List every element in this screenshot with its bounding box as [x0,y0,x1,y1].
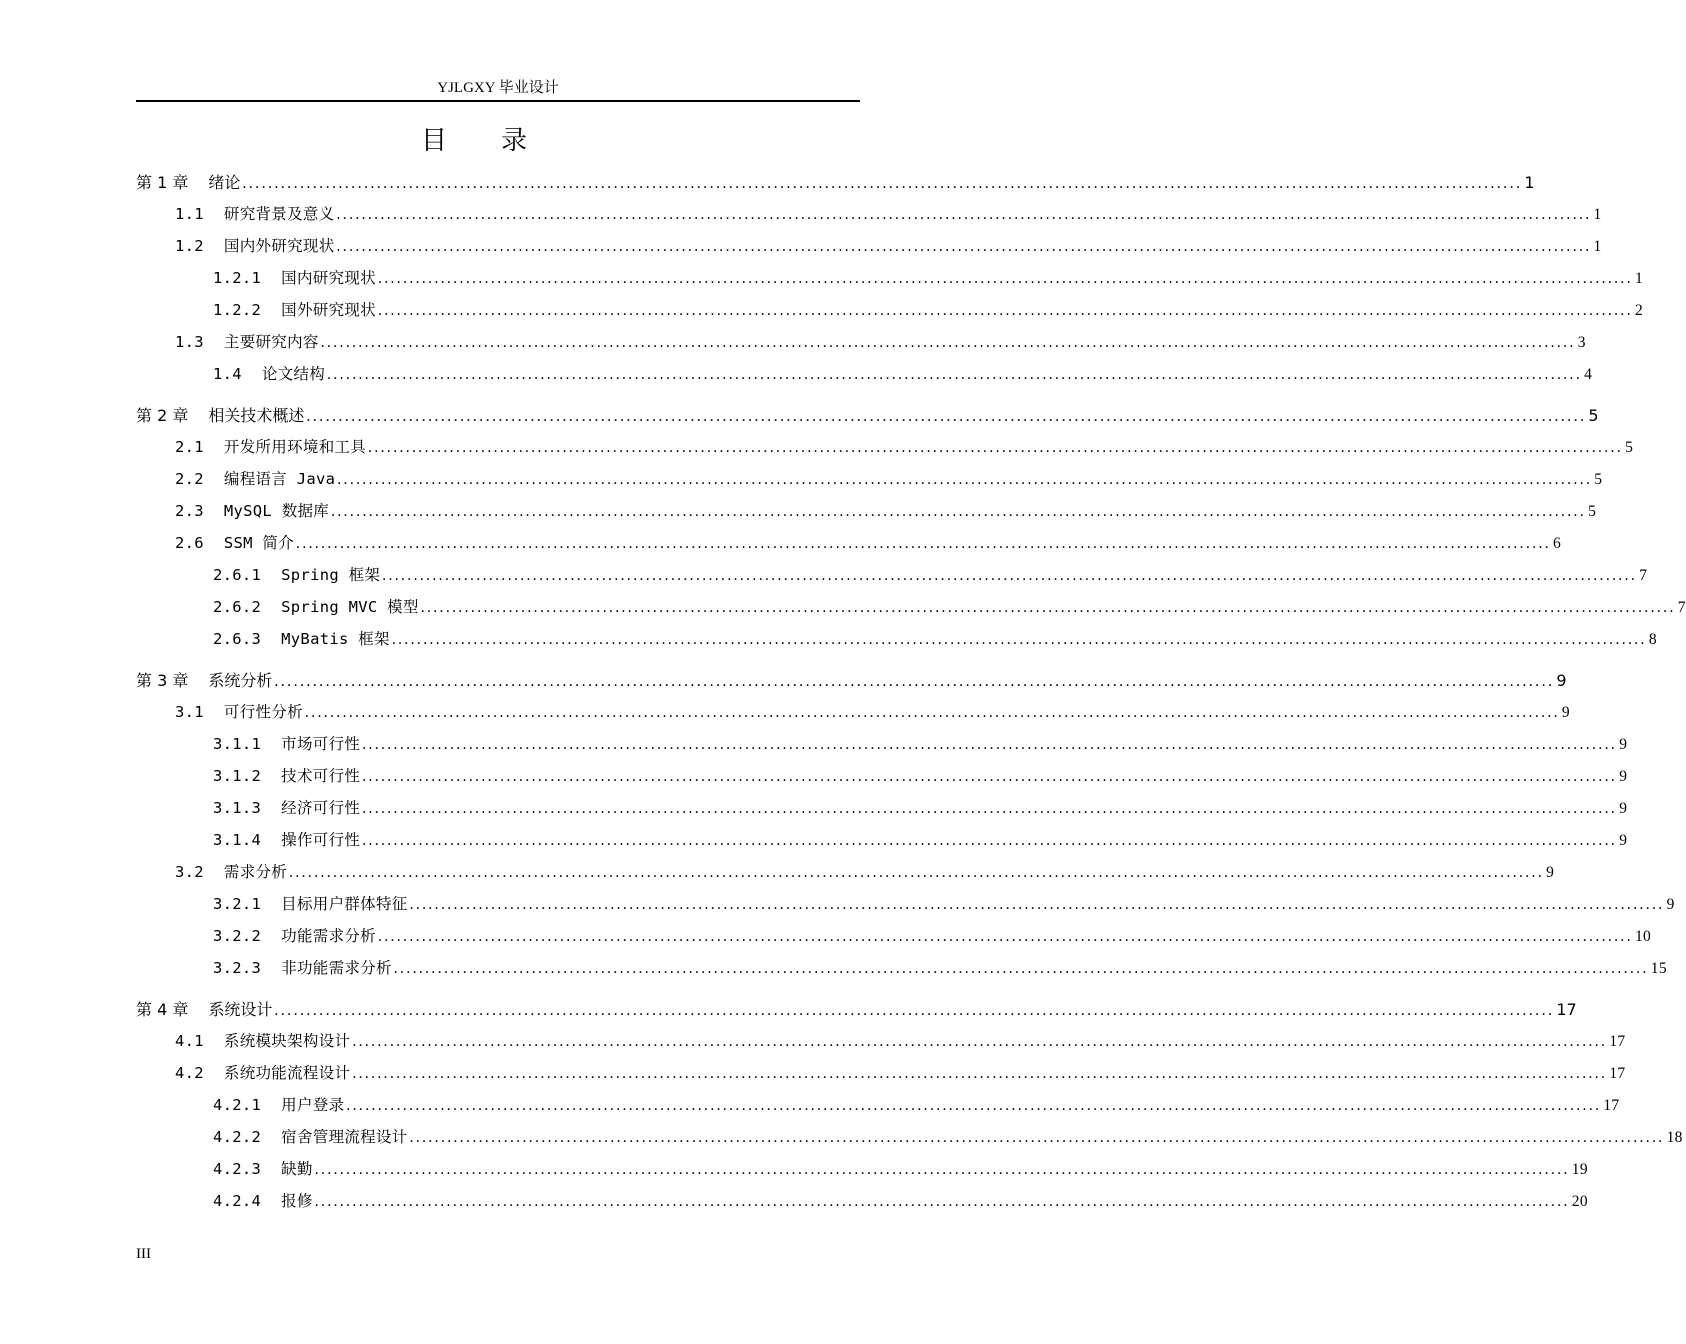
toc-dot-leader: ........................................................................................................................................................................................................ [377,928,1633,945]
toc-entry-number: 3.1.1 [213,735,262,753]
toc-dot-leader: ........................................................................................................................................................................................................ [320,334,1576,351]
toc-dot-leader: ........................................................................................................................................................................................................ [362,768,1618,785]
toc-dot-leader: ........................................................................................................................................................................................................ [314,1193,1570,1210]
toc-entry-label: 用户登录 [281,1096,345,1114]
toc-dot-leader: ........................................................................................................................................................................................................ [362,800,1618,817]
toc-entry-number: 第 3 章 [136,671,189,690]
toc-entry-page: 3 [1577,334,1586,351]
page-header: YJLGXY 毕业设计 [437,80,559,96]
toc-entry-page: 7 [1639,567,1648,584]
toc-dot-leader: ........................................................................................................................................................................................................ [242,175,1523,192]
toc-entry-page: 20 [1571,1193,1588,1210]
toc-dot-leader: ........................................................................................................................................................................................................ [304,704,1560,721]
toc-dot-leader: ........................................................................................................................................................................................................ [382,567,1638,584]
toc-entry[interactable] [213,828,1628,854]
toc-entry[interactable] [136,997,1577,1023]
toc-dot-leader: ........................................................................................................................................................................................................ [409,896,1665,913]
toc-entry-number: 3.2.3 [213,959,262,977]
toc-entry-number: 4.2 [175,1064,204,1082]
toc-entry-page: 6 [1553,535,1562,552]
toc-dot-leader: ........................................................................................................................................................................................................ [362,736,1618,753]
toc-entry[interactable] [213,298,1644,324]
toc-dot-leader: ........................................................................................................................................................................................................ [393,960,1649,977]
toc-dot-leader: ........................................................................................................................................................................................................ [327,366,1583,383]
toc-entry[interactable] [175,234,1602,260]
toc-entry[interactable] [175,467,1603,493]
toc-entry-number: 1.2.1 [213,269,262,287]
toc-entry-page: 1 [1593,238,1602,255]
toc-entry-label: 非功能需求分析 [281,959,392,977]
toc-entry-number: 4.2.1 [213,1096,262,1114]
toc-entry-label: MyBatis 框架 [281,630,390,648]
toc-entry[interactable] [175,330,1586,356]
toc-entry[interactable] [213,362,1593,388]
toc-entry-page: 5 [1594,471,1603,488]
toc-entry-number: 4.1 [175,1032,204,1050]
toc-entry-number: 第 4 章 [136,1000,189,1019]
toc-entry-label: 可行性分析 [223,703,303,721]
toc-dot-leader: ........................................................................................................................................................................................................ [336,238,1592,255]
toc-entry[interactable] [213,563,1648,589]
toc-dot-leader: ........................................................................................................................................................................................................ [331,503,1587,520]
toc-entry[interactable] [213,732,1628,758]
toc-title-right: 录 [501,126,530,156]
toc-entry-page: 15 [1650,960,1667,977]
toc-entry-page: 7 [1677,599,1686,616]
toc-entry-label: 国外研究现状 [281,301,376,319]
toc-entry-label: 论文结构 [261,365,326,383]
toc-entry-number: 4.2.2 [213,1128,262,1146]
toc-entry[interactable] [175,860,1555,886]
toc-entry-label: 报修 [281,1192,313,1210]
toc-entry[interactable] [175,1029,1626,1055]
toc-entry[interactable] [175,435,1634,461]
header-rule [136,100,860,102]
toc-entry-label: 目标用户群体特征 [281,895,408,913]
toc-dot-leader: ........................................................................................................................................................................................................ [346,1097,1602,1114]
toc-entry-number: 3.1 [175,703,204,721]
toc-entry[interactable] [213,1189,1588,1215]
toc-entry-label: 功能需求分析 [281,927,376,945]
toc-entry-label: 国内研究现状 [281,269,376,287]
toc-entry-label: MySQL 数据库 [223,502,330,520]
toc-entry-page: 1 [1524,173,1535,192]
toc-entry-page: 9 [1619,736,1628,753]
toc-entry[interactable] [213,1093,1620,1119]
toc-entry-number: 1.1 [175,205,204,223]
toc-entry-page: 9 [1666,896,1675,913]
toc-entry[interactable] [213,627,1657,653]
toc-entry-label: 系统模块架构设计 [223,1032,351,1050]
toc-entry[interactable] [136,170,1535,196]
toc-entry-label: 相关技术概述 [208,406,305,425]
toc-entry-number: 4.2.4 [213,1192,262,1210]
toc-dot-leader: ........................................................................................................................................................................................................ [314,1161,1570,1178]
toc-entry-number: 2.6 [175,534,204,552]
toc-entry-number: 1.2 [175,237,204,255]
toc-entry-label: 宿舍管理流程设计 [281,1128,408,1146]
toc-entry-number: 1.2.2 [213,301,262,319]
toc-entry-number: 4.2.3 [213,1160,262,1178]
toc-dot-leader: ........................................................................................................................................................................................................ [274,1002,1555,1019]
toc-entry-number: 3.2.1 [213,895,262,913]
toc-entry-page: 5 [1588,503,1597,520]
toc-entry-page: 9 [1619,800,1628,817]
toc-entry-page: 1 [1593,206,1602,223]
toc-dot-leader: ........................................................................................................................................................................................................ [289,864,1545,881]
toc-dot-leader: ........................................................................................................................................................................................................ [409,1129,1665,1146]
toc-entry[interactable] [213,764,1628,790]
toc-entry-page: 17 [1603,1097,1620,1114]
toc-dot-leader: ........................................................................................................................................................................................................ [274,673,1555,690]
toc-entry-label: 系统设计 [208,1000,273,1019]
toc-entry-page: 9 [1546,864,1555,881]
toc-entry-label: 研究背景及意义 [223,205,335,223]
toc-title-left: 目 [420,126,449,156]
toc-dot-leader: ........................................................................................................................................................................................................ [391,631,1647,648]
toc-dot-leader: ........................................................................................................................................................................................................ [337,471,1593,488]
toc-entry[interactable] [136,668,1567,694]
toc-entry-number: 2.6.1 [213,566,262,584]
toc-entry[interactable] [213,266,1644,292]
toc-entry-page: 19 [1571,1161,1588,1178]
toc-entry-number: 2.1 [175,438,204,456]
toc-entry-number: 2.6.2 [213,598,262,616]
toc-entry[interactable] [213,956,1667,982]
toc-entry-number: 3.1.4 [213,831,262,849]
toc-entry-label: 技术可行性 [281,767,361,785]
toc-entry-number: 3.2.2 [213,927,262,945]
toc-entry-number: 1.4 [213,365,242,383]
toc-entry-number: 2.2 [175,470,204,488]
toc-entry-page: 17 [1556,1000,1577,1019]
toc-entry[interactable] [175,531,1562,557]
toc-entry-page: 17 [1609,1065,1626,1082]
page-number-footer: III [136,1246,151,1262]
toc-entry-page: 10 [1634,928,1652,945]
toc-entry[interactable] [175,1061,1626,1087]
toc-entry-label: 市场可行性 [281,735,361,753]
toc-dot-leader: ........................................................................................................................................................................................................ [352,1065,1608,1082]
toc-entry-page: 8 [1648,631,1657,648]
toc-entry-label: 操作可行性 [281,831,361,849]
toc-entry-page: 2 [1634,302,1644,319]
toc-entry-label: 系统功能流程设计 [223,1064,351,1082]
toc-entry[interactable] [213,924,1652,950]
toc-entry-label: Spring MVC 模型 [281,598,419,616]
toc-dot-leader: ........................................................................................................................................................................................................ [336,206,1592,223]
toc-entry[interactable] [213,892,1675,918]
toc-entry-page: 9 [1619,832,1628,849]
toc-dot-leader: ........................................................................................................................................................................................................ [352,1033,1608,1050]
toc-entry-number: 第 1 章 [136,173,189,192]
toc-entry-label: 经济可行性 [281,799,361,817]
toc-entry-label: 绪论 [208,173,241,192]
toc-entry-label: 缺勤 [281,1160,313,1178]
toc-entry-page: 9 [1556,671,1567,690]
toc-entry-page: 1 [1634,270,1644,287]
toc-entry[interactable] [175,202,1602,228]
toc-dot-leader: ........................................................................................................................................................................................................ [368,439,1624,456]
toc-entry-label: 需求分析 [223,863,288,881]
toc-dot-leader: ........................................................................................................................................................................................................ [362,832,1618,849]
toc-entry[interactable] [213,1157,1588,1183]
toc-title [0,120,950,157]
toc-dot-leader: ........................................................................................................................................................................................................ [420,599,1676,616]
toc-entry[interactable] [213,595,1686,621]
toc-entry-number: 3.2 [175,863,204,881]
toc-entry-page: 9 [1561,704,1570,721]
toc-entry-label: 编程语言 Java [223,470,336,488]
toc-entry-label: 开发所用环境和工具 [223,438,367,456]
toc-entry[interactable] [213,796,1628,822]
toc-dot-leader: ........................................................................................................................................................................................................ [296,535,1552,552]
toc-entry-number: 1.3 [175,333,204,351]
toc-entry-page: 5 [1588,406,1599,425]
toc-entry-label: 主要研究内容 [223,333,319,351]
toc-entry-page: 18 [1666,1129,1683,1146]
toc-entry-label: 系统分析 [208,671,273,690]
toc-entry-label: 国内外研究现状 [223,237,335,255]
toc-entry-label: SSM 简介 [223,534,295,552]
toc-entry[interactable] [175,700,1570,726]
toc-entry[interactable] [136,403,1599,429]
toc-entry[interactable] [213,1125,1683,1151]
toc-dot-leader: ........................................................................................................................................................................................................ [377,302,1633,319]
toc-entry[interactable] [175,499,1597,525]
toc-entry-label: Spring 框架 [281,566,381,584]
toc-entry-page: 9 [1619,768,1628,785]
toc-dot-leader: ........................................................................................................................................................................................................ [306,408,1587,425]
toc-entry-number: 第 2 章 [136,406,189,425]
toc-entry-number: 3.1.3 [213,799,262,817]
toc-entry-page: 17 [1609,1033,1626,1050]
toc-dot-leader: ........................................................................................................................................................................................................ [377,270,1633,287]
toc-entry-number: 3.1.2 [213,767,262,785]
toc-entry-number: 2.3 [175,502,204,520]
toc-entry-number: 2.6.3 [213,630,262,648]
toc-entry-page: 4 [1584,366,1593,383]
toc-entry-page: 5 [1625,439,1634,456]
